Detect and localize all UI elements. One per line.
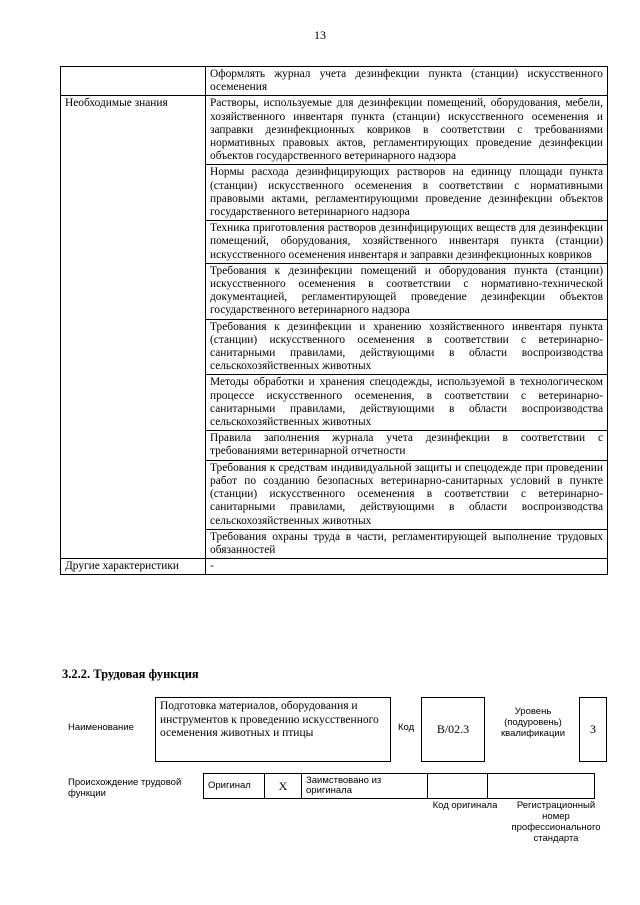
knowledge-label: Необходимые знания — [61, 96, 206, 559]
code-original-cell — [428, 774, 488, 799]
origin-table — [203, 773, 595, 799]
other-label: Другие характеристики — [61, 559, 206, 575]
table-row — [61, 559, 608, 575]
code-original-caption: Код оригинала — [432, 800, 498, 811]
table-row — [61, 96, 608, 165]
knowledge-item: Требования к средствам индивидуальной защиты и спецодежде при проведении работ по созданию безопасных ветеринарно-санитарных условий в пункте (станции) искусственного осеменения в соответствии с ветеринарно-санитарными правилами, действующими в области воспроизводства сельскохозяйственных животных — [206, 460, 608, 529]
level-label: Уровень (подуровень) квалификации — [500, 706, 566, 739]
knowledge-item: Нормы расхода дезинфицирующих растворов на единицу площади пункта (станции) искусственного осеменения в соответствии с нормативными правовыми актами, регламентирующими проведение дезинфекции объектов государственного ветеринарного надзора — [206, 165, 608, 221]
knowledge-item: Требования охраны труда в части, регламентирующей выполнение трудовых обязанностей — [206, 529, 608, 558]
function-name-box: Подготовка материалов, оборудования и инструментов к проведению искусственного осеменения животных и птицы — [155, 697, 391, 762]
level-box — [579, 697, 607, 762]
reg-number-caption: Регистрационный номер профессионального стандарта — [511, 800, 601, 844]
knowledge-item: Методы обработки и хранения спецодежды, используемой в технологическом процессе искусственного осеменения, в соответствии с ветеринарно-санитарными правилами, действующими в области воспроизводства сельскохозяйственных животных — [206, 375, 608, 431]
origin-label: Происхождение трудовой функции — [68, 777, 182, 799]
section-title: 3.2.2. Трудовая функция — [62, 667, 199, 681]
borrowed-label: Заимствовано из оригинала — [302, 774, 428, 799]
original-mark: X — [265, 774, 302, 799]
action-cell: Оформлять журнал учета дезинфекции пункта (станции) искусственного осеменения — [206, 67, 608, 96]
table-row — [204, 774, 595, 799]
page-number: 13 — [314, 28, 326, 42]
code-box — [421, 697, 485, 762]
knowledge-item: Требования к дезинфекции и хранению хозяйственного инвентаря пункта (станции) искусственного осеменения в соответствии с ветеринарно-санитарными правилами, действующими в области воспроизводства сельскохозяйственных животных — [206, 319, 608, 375]
code-value: B/02.3 — [436, 722, 470, 736]
knowledge-table — [60, 66, 608, 575]
original-label: Оригинал — [204, 774, 265, 799]
level-value: 3 — [590, 722, 596, 736]
knowledge-item: Растворы, используемые для дезинфекции помещений, оборудования, мебели, хозяйственного инвентаря пункта (станции) искусственного осеменения и заправки дезинфекционных ковриков в соответствии с требованиями нормативных правовых актов, регламентирующих проведение дезинфекции объектов государственного ветеринарного надзора — [206, 96, 608, 165]
empty-label-cell — [61, 67, 206, 96]
name-label: Наименование — [68, 722, 134, 733]
other-value: - — [206, 559, 608, 575]
knowledge-item: Правила заполнения журнала учета дезинфекции в соответствии с требованиями ветеринарной отчетности — [206, 431, 608, 460]
reg-number-cell — [488, 774, 595, 799]
code-label: Код — [398, 722, 415, 733]
knowledge-item: Техника приготовления растворов дезинфицирующих веществ для дезинфекции помещений, оборудования, хозяйственного инвентаря пункта (станции) искусственного осеменения инвентаря и заправки дезинфекционных ковриков — [206, 221, 608, 264]
knowledge-item: Требования к дезинфекции помещений и оборудования пункта (станции) искусственного осеменения в соответствии с нормативно-технической документацией, регламентирующей проведение дезинфекции объектов государственного ветеринарного надзора — [206, 263, 608, 319]
table-row — [61, 67, 608, 96]
